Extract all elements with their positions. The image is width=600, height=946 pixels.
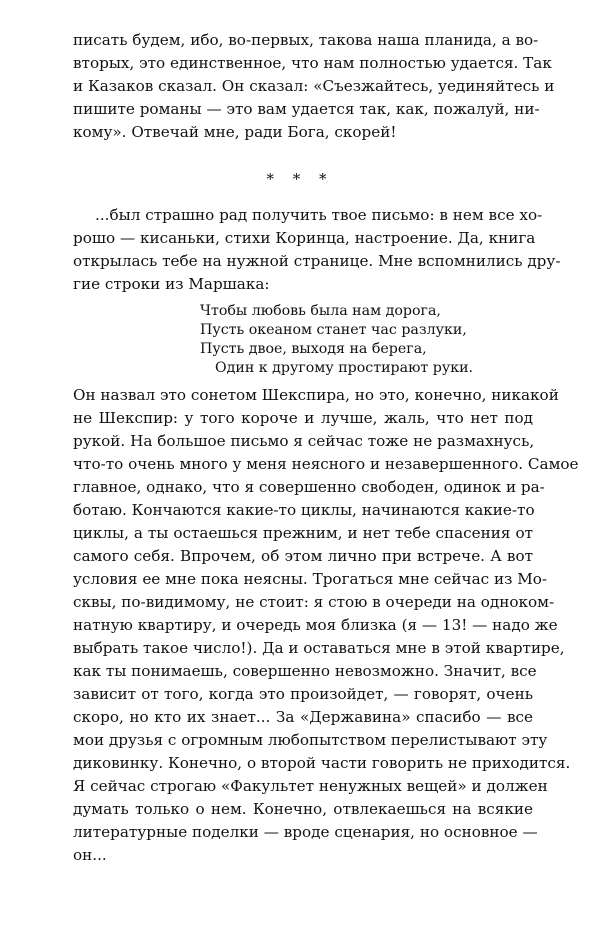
text-line: натную квартиру, и очередь моя близка (я — 13! — надо же <box>73 616 558 634</box>
text-line: писать будем, ибо, во-первых, такова наша планида, а во- <box>73 31 539 49</box>
text-line: кому». Отвечай мне, ради Бога, скорей! <box>73 123 397 141</box>
text-line: циклы, а ты остаешься прежним, и нет тебе спасения от <box>73 524 533 542</box>
text-line: он... <box>73 846 107 864</box>
text-line: ботаю. Кончаются какие-то циклы, начинаются какие-то <box>73 501 535 519</box>
text-line: думать только о нем. Конечно, отвлекаешься на всякие <box>73 800 533 818</box>
text-line: и Казаков сказал. Он сказал: «Съезжайтесь, уединяйтесь и <box>73 77 555 95</box>
text-line: мои друзья с огромным любопытством перелистывают эту <box>73 731 548 749</box>
text-line: Он назвал это сонетом Шекспира, но это, конечно, никакой <box>73 386 559 404</box>
text-line: скоро, но кто их знает... За «Державина» спасибо — все <box>73 708 533 726</box>
text-line: сквы, по-видимому, не стоит: я стою в очереди на одноком- <box>73 593 555 611</box>
poem-line: Пусть океаном станет час разлуки, <box>200 322 467 338</box>
poem-line: Пусть двое, выходя на берега, <box>200 341 427 357</box>
text-line: не Шекспир: у того короче и лучше, жаль, что нет под <box>73 409 533 427</box>
text-line: рукой. На большое письмо я сейчас тоже не размахнусь, <box>73 432 535 450</box>
text-line: вторых, это единственное, что нам полностью удается. Так <box>73 54 552 72</box>
text-line: главное, однако, что я совершенно свободен, одинок и ра- <box>73 478 545 496</box>
text-line: пишите романы — это вам удается так, как, пожалуй, ни- <box>73 100 540 118</box>
text-line: самого себя. Впрочем, об этом лично при встрече. А вот <box>73 547 533 565</box>
text-line: что-то очень много у меня неясного и незавершенного. Самое <box>73 455 579 473</box>
text-line: гие строки из Маршака: <box>73 275 270 293</box>
text-line: зависит от того, когда это произойдет, — говорят, очень <box>73 685 533 703</box>
section-separator: * * * <box>266 170 334 188</box>
text-line: ...был страшно рад получить твое письмо: в нем все хо- <box>95 206 543 224</box>
text-line: условия ее мне пока неясны. Трогаться мне сейчас из Мо- <box>73 570 548 588</box>
text-line: рошо — кисаньки, стихи Коринца, настроение. Да, книга <box>73 229 536 247</box>
poem-line: Один к другому простирают руки. <box>215 360 474 376</box>
text-line: литературные поделки — вроде сценария, но основное — <box>73 823 538 841</box>
text-line: как ты понимаешь, совершенно невозможно. Значит, все <box>73 662 537 680</box>
text-line: открылась тебе на нужной странице. Мне вспомнились дру- <box>73 252 561 270</box>
text-line: диковинку. Конечно, о второй части говорить не приходится. <box>73 754 571 772</box>
text-line: выбрать такое число!). Да и оставаться мне в этой квартире, <box>73 639 565 657</box>
poem-line: Чтобы любовь была нам дорога, <box>200 303 441 319</box>
text-line: Я сейчас строгаю «Факультет ненужных вещей» и должен <box>73 777 548 795</box>
